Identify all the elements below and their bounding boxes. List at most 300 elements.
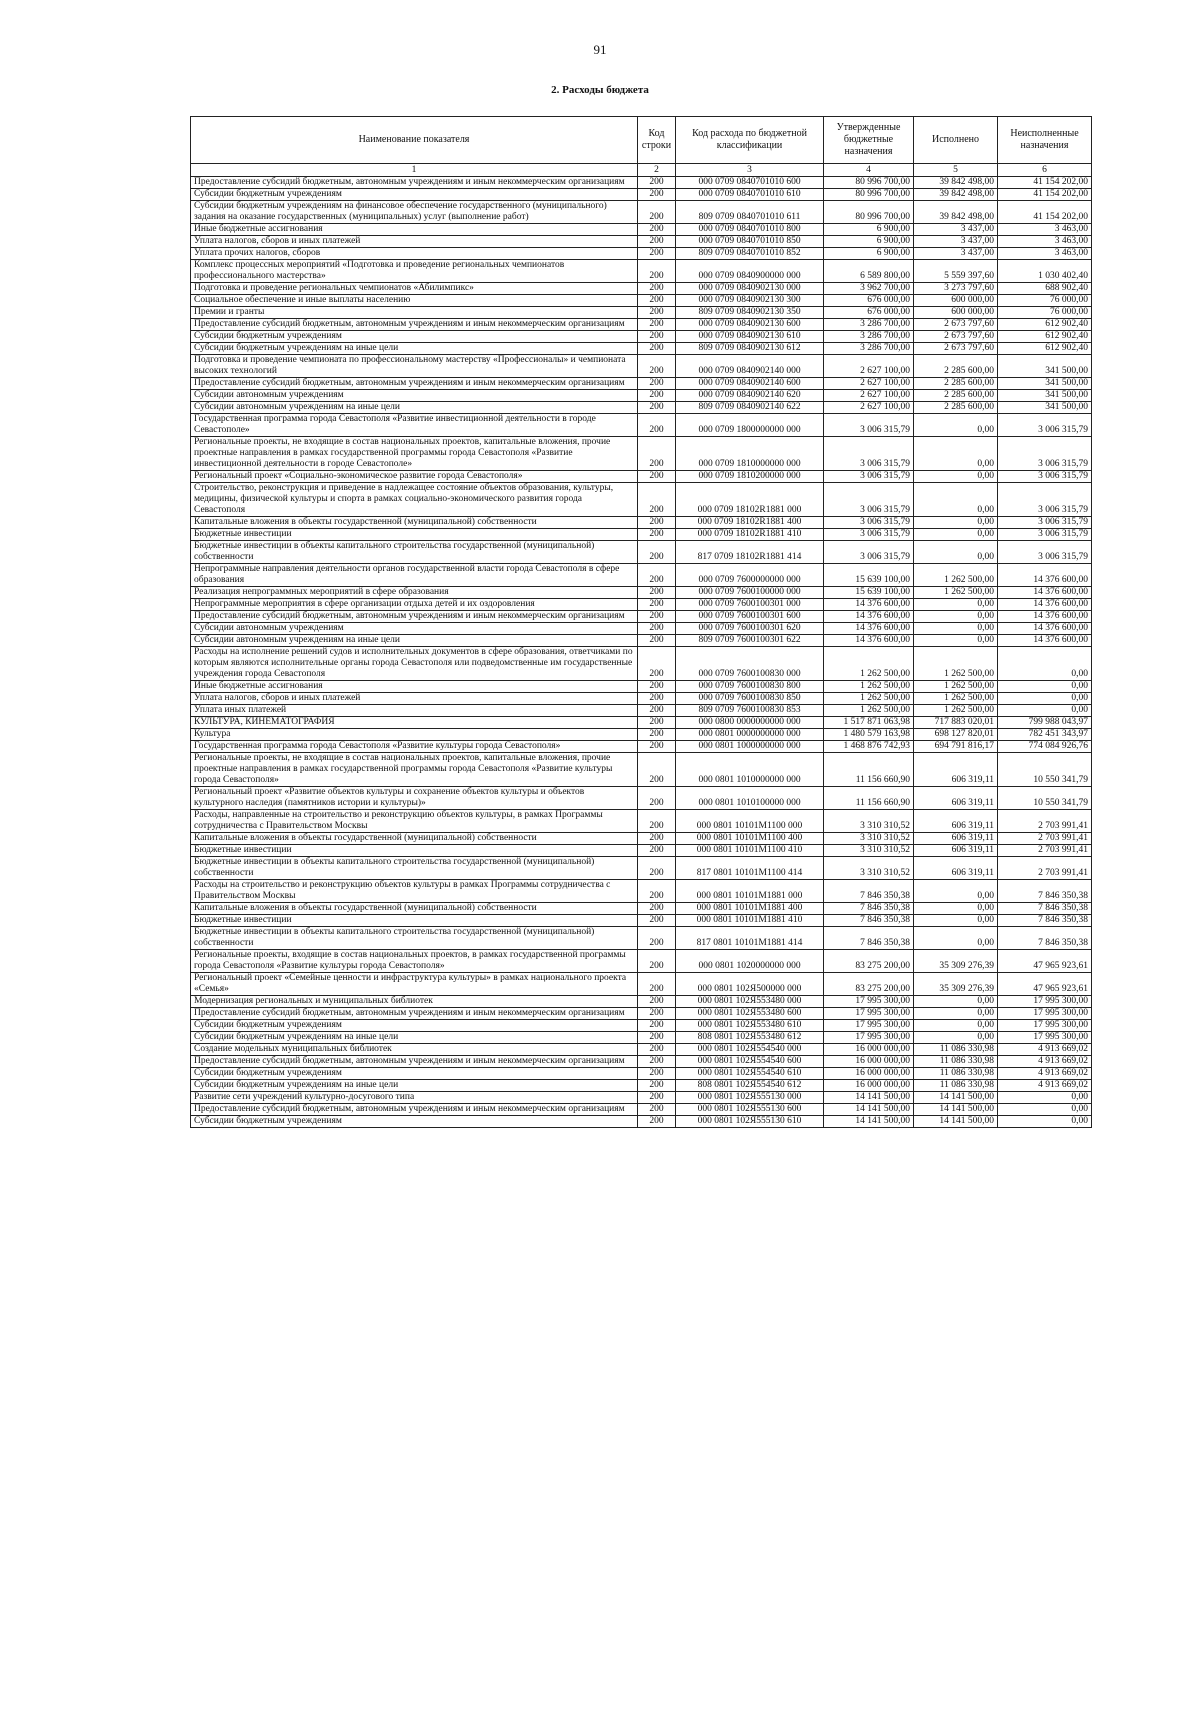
cell-indicator-name: Развитие сети учреждений культурно-досугового типа xyxy=(191,1092,638,1104)
cell-budget-class-code: 000 0709 0840902130 610 xyxy=(676,331,824,343)
cell-budget-class-code: 000 0709 1800000000 000 xyxy=(676,414,824,437)
cell-line-code: 200 xyxy=(638,355,676,378)
cell-budget-class-code: 000 0801 102Я500000 000 xyxy=(676,973,824,996)
cell-unexecuted: 1 030 402,40 xyxy=(998,260,1092,283)
cell-approved: 15 639 100,00 xyxy=(824,587,914,599)
table-row xyxy=(191,319,1092,331)
table-row xyxy=(191,437,1092,471)
cell-approved: 3 286 700,00 xyxy=(824,319,914,331)
cell-line-code: 200 xyxy=(638,307,676,319)
cell-approved: 14 141 500,00 xyxy=(824,1116,914,1128)
cell-approved: 1 262 500,00 xyxy=(824,693,914,705)
cell-approved: 17 995 300,00 xyxy=(824,1020,914,1032)
cell-unexecuted: 341 500,00 xyxy=(998,390,1092,402)
cell-indicator-name: Субсидии бюджетным учреждениям на финансовое обеспечение государственного (муниципального) задания на оказание государственных (муниципальных) услуг (выполнение работ) xyxy=(191,201,638,224)
cell-budget-class-code: 000 0709 7600100301 000 xyxy=(676,599,824,611)
cell-line-code: 200 xyxy=(638,402,676,414)
table-row xyxy=(191,236,1092,248)
cell-indicator-name: Субсидии автономным учреждениям на иные цели xyxy=(191,402,638,414)
cell-indicator-name: Модернизация региональных и муниципальных библиотек xyxy=(191,996,638,1008)
table-header-row xyxy=(191,117,1092,164)
cell-indicator-name: Культура xyxy=(191,729,638,741)
cell-budget-class-code: 000 0709 18102R1881 400 xyxy=(676,517,824,529)
col-index-5: 5 xyxy=(914,164,998,177)
cell-unexecuted: 3 006 315,79 xyxy=(998,541,1092,564)
cell-line-code: 200 xyxy=(638,224,676,236)
cell-budget-class-code: 000 0801 102Я553480 000 xyxy=(676,996,824,1008)
cell-executed: 39 842 498,00 xyxy=(914,189,998,201)
table-row xyxy=(191,810,1092,833)
cell-budget-class-code: 809 0709 0840701010 852 xyxy=(676,248,824,260)
cell-line-code: 200 xyxy=(638,1080,676,1092)
cell-line-code: 200 xyxy=(638,1008,676,1020)
cell-indicator-name: Расходы, направленные на строительство и реконструкцию объектов культуры, в рамках Программы сотрудничества с Правительством Москвы xyxy=(191,810,638,833)
cell-budget-class-code: 000 0801 10101M1100 000 xyxy=(676,810,824,833)
table-row xyxy=(191,177,1092,189)
cell-budget-class-code: 000 0801 102Я553480 610 xyxy=(676,1020,824,1032)
cell-approved: 14 141 500,00 xyxy=(824,1092,914,1104)
cell-approved: 676 000,00 xyxy=(824,307,914,319)
cell-unexecuted: 47 965 923,61 xyxy=(998,973,1092,996)
cell-approved: 2 627 100,00 xyxy=(824,402,914,414)
cell-line-code: 200 xyxy=(638,880,676,903)
cell-line-code: 200 xyxy=(638,587,676,599)
cell-unexecuted: 4 913 669,02 xyxy=(998,1056,1092,1068)
cell-line-code: 200 xyxy=(638,1020,676,1032)
cell-budget-class-code: 000 0709 1810000000 000 xyxy=(676,437,824,471)
cell-line-code: 200 xyxy=(638,753,676,787)
cell-executed: 1 262 500,00 xyxy=(914,681,998,693)
cell-unexecuted: 341 500,00 xyxy=(998,402,1092,414)
header-line-code: Код строки xyxy=(638,117,676,164)
cell-budget-class-code: 000 0709 7600100301 620 xyxy=(676,623,824,635)
cell-line-code: 200 xyxy=(638,564,676,587)
cell-executed: 14 141 500,00 xyxy=(914,1104,998,1116)
table-row xyxy=(191,343,1092,355)
cell-unexecuted: 14 376 600,00 xyxy=(998,564,1092,587)
cell-indicator-name: Субсидии бюджетным учреждениям на иные цели xyxy=(191,343,638,355)
cell-executed: 35 309 276,39 xyxy=(914,950,998,973)
cell-unexecuted: 41 154 202,00 xyxy=(998,201,1092,224)
cell-executed: 3 273 797,60 xyxy=(914,283,998,295)
table-row xyxy=(191,611,1092,623)
cell-budget-class-code: 000 0801 1000000000 000 xyxy=(676,741,824,753)
cell-approved: 3 006 315,79 xyxy=(824,529,914,541)
cell-approved: 7 846 350,38 xyxy=(824,915,914,927)
cell-budget-class-code: 000 0801 10101M1100 410 xyxy=(676,845,824,857)
cell-line-code: 200 xyxy=(638,915,676,927)
cell-executed: 0,00 xyxy=(914,927,998,950)
table-row xyxy=(191,1008,1092,1020)
cell-unexecuted: 10 550 341,79 xyxy=(998,787,1092,810)
cell-line-code: 200 xyxy=(638,1032,676,1044)
cell-budget-class-code: 000 0709 0840902130 000 xyxy=(676,283,824,295)
cell-line-code: 200 xyxy=(638,483,676,517)
cell-budget-class-code: 809 0709 0840902140 622 xyxy=(676,402,824,414)
cell-unexecuted: 14 376 600,00 xyxy=(998,599,1092,611)
cell-budget-class-code: 809 0709 0840902130 612 xyxy=(676,343,824,355)
cell-budget-class-code: 817 0801 10101M1881 414 xyxy=(676,927,824,950)
cell-executed: 0,00 xyxy=(914,623,998,635)
cell-budget-class-code: 000 0801 102Я555130 610 xyxy=(676,1116,824,1128)
table-row xyxy=(191,647,1092,681)
cell-budget-class-code: 000 0801 10101M1881 400 xyxy=(676,903,824,915)
cell-approved: 6 900,00 xyxy=(824,236,914,248)
cell-approved: 17 995 300,00 xyxy=(824,1032,914,1044)
cell-line-code: 200 xyxy=(638,927,676,950)
table-row xyxy=(191,1020,1092,1032)
cell-indicator-name: Непрограммные мероприятия в сфере организации отдыха детей и их оздоровления xyxy=(191,599,638,611)
cell-approved: 17 995 300,00 xyxy=(824,996,914,1008)
cell-executed: 717 883 020,01 xyxy=(914,717,998,729)
cell-unexecuted: 3 006 315,79 xyxy=(998,471,1092,483)
cell-line-code: 200 xyxy=(638,845,676,857)
cell-indicator-name: Предоставление субсидий бюджетным, автономным учреждениям и иным некоммерческим организациям xyxy=(191,177,638,189)
cell-executed: 11 086 330,98 xyxy=(914,1056,998,1068)
cell-executed: 606 319,11 xyxy=(914,787,998,810)
cell-indicator-name: Предоставление субсидий бюджетным, автономным учреждениям и иным некоммерческим организациям xyxy=(191,378,638,390)
table-row xyxy=(191,599,1092,611)
cell-line-code: 200 xyxy=(638,1092,676,1104)
cell-budget-class-code: 000 0801 102Я554540 610 xyxy=(676,1068,824,1080)
cell-budget-class-code: 000 0709 0840701010 850 xyxy=(676,236,824,248)
cell-indicator-name: КУЛЬТУРА, КИНЕМАТОГРАФИЯ xyxy=(191,717,638,729)
cell-budget-class-code: 000 0709 0840900000 000 xyxy=(676,260,824,283)
table-row xyxy=(191,623,1092,635)
cell-executed: 0,00 xyxy=(914,517,998,529)
cell-executed: 694 791 816,17 xyxy=(914,741,998,753)
table-body xyxy=(191,177,1092,1128)
cell-unexecuted: 3 463,00 xyxy=(998,236,1092,248)
cell-unexecuted: 3 006 315,79 xyxy=(998,529,1092,541)
cell-approved: 14 376 600,00 xyxy=(824,635,914,647)
cell-unexecuted: 0,00 xyxy=(998,705,1092,717)
cell-line-code: 200 xyxy=(638,331,676,343)
table-row xyxy=(191,1080,1092,1092)
cell-unexecuted: 612 902,40 xyxy=(998,343,1092,355)
cell-budget-class-code: 809 0709 0840902130 350 xyxy=(676,307,824,319)
cell-line-code: 200 xyxy=(638,236,676,248)
cell-unexecuted: 7 846 350,38 xyxy=(998,903,1092,915)
cell-unexecuted: 41 154 202,00 xyxy=(998,177,1092,189)
cell-unexecuted: 3 006 315,79 xyxy=(998,437,1092,471)
cell-executed: 606 319,11 xyxy=(914,845,998,857)
cell-executed: 0,00 xyxy=(914,529,998,541)
cell-indicator-name: Капитальные вложения в объекты государственной (муниципальной) собственности xyxy=(191,833,638,845)
cell-executed: 1 262 500,00 xyxy=(914,564,998,587)
cell-executed: 0,00 xyxy=(914,903,998,915)
cell-line-code: 200 xyxy=(638,437,676,471)
cell-executed: 1 262 500,00 xyxy=(914,647,998,681)
cell-executed: 0,00 xyxy=(914,880,998,903)
table-row xyxy=(191,402,1092,414)
table-row xyxy=(191,635,1092,647)
cell-approved: 3 310 310,52 xyxy=(824,845,914,857)
cell-indicator-name: Субсидии бюджетным учреждениям xyxy=(191,1020,638,1032)
cell-budget-class-code: 000 0709 0840902140 600 xyxy=(676,378,824,390)
cell-indicator-name: Уплата прочих налогов, сборов xyxy=(191,248,638,260)
col-index-6: 6 xyxy=(998,164,1092,177)
cell-indicator-name: Уплата иных платежей xyxy=(191,705,638,717)
cell-indicator-name: Субсидии бюджетным учреждениям xyxy=(191,1116,638,1128)
cell-line-code: 200 xyxy=(638,189,676,201)
cell-unexecuted: 0,00 xyxy=(998,693,1092,705)
cell-executed: 39 842 498,00 xyxy=(914,201,998,224)
table-row xyxy=(191,390,1092,402)
cell-executed: 11 086 330,98 xyxy=(914,1080,998,1092)
cell-approved: 2 627 100,00 xyxy=(824,378,914,390)
cell-indicator-name: Подготовка и проведение чемпионата по профессиональному мастерству «Профессионалы» и чемпионата высоких технологий xyxy=(191,355,638,378)
cell-approved: 3 006 315,79 xyxy=(824,437,914,471)
cell-unexecuted: 14 376 600,00 xyxy=(998,623,1092,635)
cell-line-code: 200 xyxy=(638,950,676,973)
col-index-1: 1 xyxy=(191,164,638,177)
cell-approved: 1 262 500,00 xyxy=(824,705,914,717)
cell-unexecuted: 0,00 xyxy=(998,1104,1092,1116)
cell-approved: 1 468 876 742,93 xyxy=(824,741,914,753)
budget-expenses-table xyxy=(190,116,1092,1128)
table-row xyxy=(191,787,1092,810)
cell-budget-class-code: 000 0709 7600100830 000 xyxy=(676,647,824,681)
cell-indicator-name: Капитальные вложения в объекты государственной (муниципальной) собственности xyxy=(191,903,638,915)
cell-executed: 35 309 276,39 xyxy=(914,973,998,996)
table-row xyxy=(191,927,1092,950)
cell-indicator-name: Региональный проект «Развитие объектов культуры и сохранение объектов культуры и объектов культурного наследия (памятников истории и культуры)» xyxy=(191,787,638,810)
cell-indicator-name: Реализация непрограммных мероприятий в сфере образования xyxy=(191,587,638,599)
cell-executed: 14 141 500,00 xyxy=(914,1116,998,1128)
cell-approved: 3 006 315,79 xyxy=(824,517,914,529)
table-row xyxy=(191,517,1092,529)
cell-budget-class-code: 000 0709 7600100000 000 xyxy=(676,587,824,599)
cell-line-code: 200 xyxy=(638,378,676,390)
cell-executed: 606 319,11 xyxy=(914,857,998,880)
cell-approved: 3 310 310,52 xyxy=(824,833,914,845)
cell-unexecuted: 688 902,40 xyxy=(998,283,1092,295)
cell-line-code: 200 xyxy=(638,177,676,189)
table-row xyxy=(191,587,1092,599)
cell-indicator-name: Региональные проекты, не входящие в состав национальных проектов, капитальные вложения, прочие проектные направления в рамках государственной программы города Севастополя «Развитие инвестиционной деятельности в городе Севастополе» xyxy=(191,437,638,471)
cell-line-code: 200 xyxy=(638,787,676,810)
cell-executed: 0,00 xyxy=(914,599,998,611)
cell-approved: 14 141 500,00 xyxy=(824,1104,914,1116)
col-index-2: 2 xyxy=(638,164,676,177)
cell-line-code: 200 xyxy=(638,201,676,224)
cell-budget-class-code: 000 0709 0840902130 300 xyxy=(676,295,824,307)
cell-budget-class-code: 808 0801 102Я553480 612 xyxy=(676,1032,824,1044)
cell-executed: 0,00 xyxy=(914,437,998,471)
cell-line-code: 200 xyxy=(638,833,676,845)
cell-executed: 0,00 xyxy=(914,414,998,437)
cell-unexecuted: 17 995 300,00 xyxy=(998,996,1092,1008)
cell-approved: 16 000 000,00 xyxy=(824,1056,914,1068)
table-row xyxy=(191,414,1092,437)
cell-indicator-name: Субсидии бюджетным учреждениям xyxy=(191,331,638,343)
cell-executed: 0,00 xyxy=(914,1008,998,1020)
cell-approved: 16 000 000,00 xyxy=(824,1044,914,1056)
cell-executed: 698 127 820,01 xyxy=(914,729,998,741)
cell-unexecuted: 4 913 669,02 xyxy=(998,1080,1092,1092)
cell-unexecuted: 2 703 991,41 xyxy=(998,845,1092,857)
cell-indicator-name: Региональный проект «Социально-экономическое развитие города Севастополя» xyxy=(191,471,638,483)
section-title: 2. Расходы бюджета xyxy=(551,84,649,96)
cell-indicator-name: Непрограммные направления деятельности органов государственной власти города Севастополя в сфере образования xyxy=(191,564,638,587)
cell-approved: 15 639 100,00 xyxy=(824,564,914,587)
cell-line-code: 200 xyxy=(638,647,676,681)
cell-executed: 2 285 600,00 xyxy=(914,402,998,414)
table-row xyxy=(191,857,1092,880)
cell-approved: 3 286 700,00 xyxy=(824,331,914,343)
cell-executed: 5 559 397,60 xyxy=(914,260,998,283)
cell-unexecuted: 14 376 600,00 xyxy=(998,587,1092,599)
cell-indicator-name: Субсидии бюджетным учреждениям xyxy=(191,1068,638,1080)
cell-budget-class-code: 000 0801 1020000000 000 xyxy=(676,950,824,973)
cell-approved: 80 996 700,00 xyxy=(824,189,914,201)
table-row xyxy=(191,471,1092,483)
cell-approved: 3 006 315,79 xyxy=(824,483,914,517)
cell-indicator-name: Субсидии автономным учреждениям на иные цели xyxy=(191,635,638,647)
cell-approved: 11 156 660,90 xyxy=(824,787,914,810)
cell-indicator-name: Бюджетные инвестиции в объекты капитального строительства государственной (муниципальной) собственности xyxy=(191,927,638,950)
cell-indicator-name: Субсидии бюджетным учреждениям xyxy=(191,189,638,201)
cell-indicator-name: Государственная программа города Севастополя «Развитие культуры города Севастополя» xyxy=(191,741,638,753)
cell-executed: 606 319,11 xyxy=(914,753,998,787)
cell-executed: 600 000,00 xyxy=(914,307,998,319)
cell-unexecuted: 0,00 xyxy=(998,1092,1092,1104)
cell-approved: 3 962 700,00 xyxy=(824,283,914,295)
cell-unexecuted: 17 995 300,00 xyxy=(998,1020,1092,1032)
cell-approved: 14 376 600,00 xyxy=(824,611,914,623)
cell-approved: 1 262 500,00 xyxy=(824,647,914,681)
cell-line-code: 200 xyxy=(638,471,676,483)
cell-unexecuted: 10 550 341,79 xyxy=(998,753,1092,787)
col-index-4: 4 xyxy=(824,164,914,177)
table-row xyxy=(191,483,1092,517)
cell-unexecuted: 2 703 991,41 xyxy=(998,833,1092,845)
cell-indicator-name: Уплата налогов, сборов и иных платежей xyxy=(191,693,638,705)
cell-approved: 83 275 200,00 xyxy=(824,973,914,996)
table-row xyxy=(191,1044,1092,1056)
cell-unexecuted: 76 000,00 xyxy=(998,295,1092,307)
cell-unexecuted: 17 995 300,00 xyxy=(998,1032,1092,1044)
cell-indicator-name: Комплекс процессных мероприятий «Подготовка и проведение региональных чемпионатов профессионального мастерства» xyxy=(191,260,638,283)
table-row xyxy=(191,753,1092,787)
cell-unexecuted: 3 006 315,79 xyxy=(998,517,1092,529)
cell-executed: 3 437,00 xyxy=(914,236,998,248)
table-row xyxy=(191,903,1092,915)
cell-approved: 7 846 350,38 xyxy=(824,903,914,915)
cell-line-code: 200 xyxy=(638,260,676,283)
cell-budget-class-code: 000 0801 10101M1100 400 xyxy=(676,833,824,845)
cell-executed: 39 842 498,00 xyxy=(914,177,998,189)
cell-budget-class-code: 000 0800 0000000000 000 xyxy=(676,717,824,729)
table-row xyxy=(191,189,1092,201)
table-row xyxy=(191,1116,1092,1128)
cell-approved: 3 286 700,00 xyxy=(824,343,914,355)
cell-unexecuted: 612 902,40 xyxy=(998,331,1092,343)
cell-executed: 0,00 xyxy=(914,1032,998,1044)
table-row xyxy=(191,355,1092,378)
table-row xyxy=(191,741,1092,753)
cell-indicator-name: Уплата налогов, сборов и иных платежей xyxy=(191,236,638,248)
cell-indicator-name: Иные бюджетные ассигнования xyxy=(191,681,638,693)
table-row xyxy=(191,260,1092,283)
cell-approved: 6 589 800,00 xyxy=(824,260,914,283)
cell-indicator-name: Создание модельных муниципальных библиотек xyxy=(191,1044,638,1056)
table-row xyxy=(191,541,1092,564)
cell-line-code: 200 xyxy=(638,741,676,753)
cell-line-code: 200 xyxy=(638,390,676,402)
cell-line-code: 200 xyxy=(638,729,676,741)
table-row xyxy=(191,1032,1092,1044)
table-row xyxy=(191,248,1092,260)
table-row xyxy=(191,1056,1092,1068)
cell-line-code: 200 xyxy=(638,414,676,437)
cell-approved: 7 846 350,38 xyxy=(824,880,914,903)
cell-indicator-name: Расходы на строительство и реконструкцию объектов культуры в рамках Программы сотрудничества с Правительством Москвы xyxy=(191,880,638,903)
cell-indicator-name: Бюджетные инвестиции xyxy=(191,915,638,927)
cell-line-code: 200 xyxy=(638,599,676,611)
cell-line-code: 200 xyxy=(638,705,676,717)
cell-approved: 3 310 310,52 xyxy=(824,810,914,833)
table-row xyxy=(191,1104,1092,1116)
col-index-3: 3 xyxy=(676,164,824,177)
cell-approved: 14 376 600,00 xyxy=(824,623,914,635)
cell-line-code: 200 xyxy=(638,611,676,623)
cell-approved: 2 627 100,00 xyxy=(824,390,914,402)
cell-indicator-name: Предоставление субсидий бюджетным, автономным учреждениям и иным некоммерческим организациям xyxy=(191,319,638,331)
cell-executed: 2 673 797,60 xyxy=(914,343,998,355)
cell-approved: 16 000 000,00 xyxy=(824,1068,914,1080)
cell-budget-class-code: 000 0709 7600000000 000 xyxy=(676,564,824,587)
cell-line-code: 200 xyxy=(638,295,676,307)
cell-budget-class-code: 000 0801 10101M1881 000 xyxy=(676,880,824,903)
cell-approved: 3 006 315,79 xyxy=(824,471,914,483)
cell-budget-class-code: 817 0801 10101M1100 414 xyxy=(676,857,824,880)
cell-indicator-name: Региональные проекты, входящие в состав национальных проектов, в рамках государственной программы города Севастополя «Развитие культуры города Севастополя» xyxy=(191,950,638,973)
cell-approved: 3 006 315,79 xyxy=(824,541,914,564)
cell-indicator-name: Бюджетные инвестиции в объекты капитального строительства государственной (муниципальной) собственности xyxy=(191,541,638,564)
cell-budget-class-code: 817 0709 18102R1881 414 xyxy=(676,541,824,564)
cell-unexecuted: 0,00 xyxy=(998,681,1092,693)
table-row xyxy=(191,880,1092,903)
header-budget-class-code: Код расхода по бюджетной классификации xyxy=(676,117,824,164)
table-row xyxy=(191,833,1092,845)
cell-line-code: 200 xyxy=(638,529,676,541)
cell-budget-class-code: 808 0801 102Я554540 612 xyxy=(676,1080,824,1092)
cell-line-code: 200 xyxy=(638,996,676,1008)
cell-indicator-name: Строительство, реконструкция и приведение в надлежащее состояние объектов образования, культуры, медицины, физической культуры и спорта в рамках социально-экономического развития города Севастополя xyxy=(191,483,638,517)
table-row xyxy=(191,950,1092,973)
cell-approved: 2 627 100,00 xyxy=(824,355,914,378)
cell-budget-class-code: 000 0709 0840701010 600 xyxy=(676,177,824,189)
table-row xyxy=(191,973,1092,996)
cell-indicator-name: Иные бюджетные ассигнования xyxy=(191,224,638,236)
table-row xyxy=(191,717,1092,729)
cell-budget-class-code: 809 0709 0840701010 611 xyxy=(676,201,824,224)
cell-approved: 80 996 700,00 xyxy=(824,177,914,189)
cell-indicator-name: Субсидии автономным учреждениям xyxy=(191,390,638,402)
cell-budget-class-code: 000 0709 0840902140 000 xyxy=(676,355,824,378)
cell-line-code: 200 xyxy=(638,623,676,635)
cell-unexecuted: 0,00 xyxy=(998,647,1092,681)
table-row xyxy=(191,1068,1092,1080)
cell-budget-class-code: 000 0709 0840902130 600 xyxy=(676,319,824,331)
cell-approved: 676 000,00 xyxy=(824,295,914,307)
cell-executed: 0,00 xyxy=(914,541,998,564)
cell-budget-class-code: 000 0801 1010000000 000 xyxy=(676,753,824,787)
cell-indicator-name: Предоставление субсидий бюджетным, автономным учреждениям и иным некоммерческим организациям xyxy=(191,1056,638,1068)
cell-line-code: 200 xyxy=(638,319,676,331)
